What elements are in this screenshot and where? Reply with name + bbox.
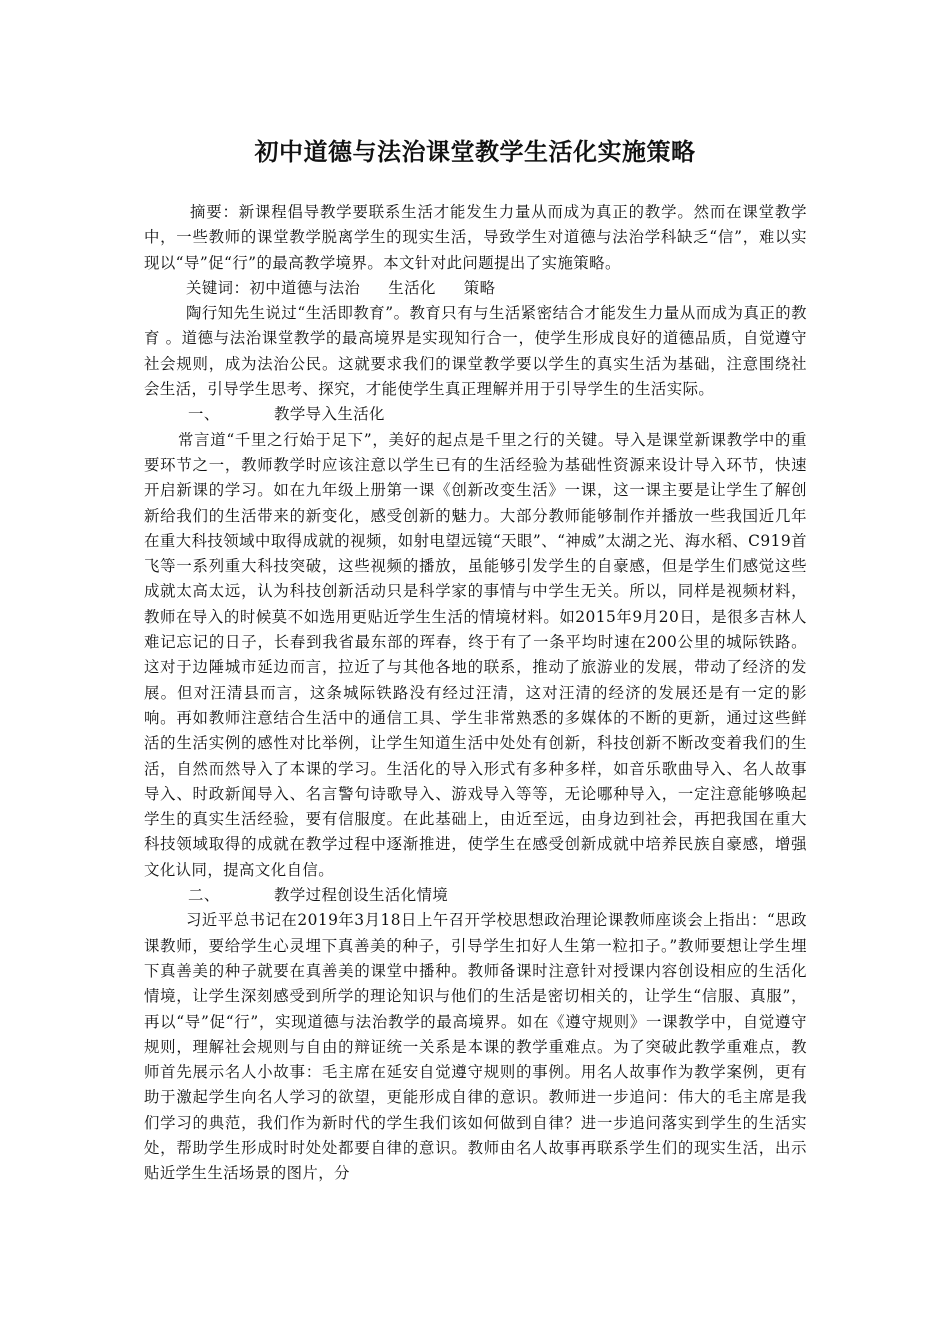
keyword-item: 生活化: [388, 278, 436, 297]
keyword-item: 初中道德与法治: [249, 278, 361, 297]
keywords-label: 关键词：: [186, 278, 250, 297]
document-title: 初中道德与法治课堂教学生活化实施策略: [254, 137, 696, 166]
section-heading: [144, 883, 807, 908]
section-paragraph: 常言道“千里之行始于足下”，美好的起点是千里之行的关键。导入是课堂新课教学中的重要环节之一，教师教学时应该注意以学生已有的生活经验为基础性资源来设计导入环节，快速开启新课的学习。如在九年级上册第一课《创新改变生活》一课，这一课主要是让学生了解创新给我们的生活带来的新变化，感受创新的魅力。大部分教师能够制作并播放一些我国近几年在重大科技领域中取得成就的视频，如射电望远镜“天眼”、“神威”太湖之光、海水稻、C919首飞等一系列重大科技突破，这些视频的播放，虽能够引发学生的自豪感，但是学生们感觉这些成就太高太远，认为科技创新活动只是科学家的事情与中学生无关。所以，同样是视频材料，教师在导入的时候莫不如选用更贴近学生生活的情境材料。如2015年9月20日，是很多吉林人难记忘记的日子，长春到我省最东部的珲春，终于有了一条平均时速在200公里的城际铁路。这对于边陲城市延边而言，拉近了与其他各地的联系，推动了旅游业的发展，带动了经济的发展。但对汪清县而言，这条城际铁路没有经过汪清，这对汪清的经济的发展还是有一定的影响。再如教师注意结合生活中的通信工具、学生非常熟悉的多媒体的不断的更新，通过这些鲜活的生活实例的感性对比举例，让学生知道生活中处处有创新，科技创新不断改变着我们的生活，自然而然导入了本课的学习。生活化的导入形式有多种多样，如音乐歌曲导入、名人故事导入、时政新闻导入、名言警句诗歌导入、游戏导入等等，无论哪种导入，一定注意能够唤起学生的真实生活经验，要有信服度。在此基础上，由近至远，由身边到社会，再把我国在重大科技领域取得的成就在教学过程中逐渐推进，使学生在感受创新成就中培养民族自豪感，增强文化认同，提高文化自信。: [144, 430, 807, 879]
keyword-item: 策略: [463, 278, 496, 297]
intro-paragraph: 陶行知先生说过“生活即教育”。教育只有与生活紧密结合才能发生力量从而成为真正的教育 。道德与法治课堂教学的最高境界是实现知行合一，使学生形成良好的道德品质，自觉遵守社会规则，成为法治公民。这就要求我们的课堂教学要以学生的真实生活为基础，注意围绕社会生活，引导学生思考、探究，才能使学生真正理解并用于引导学生的生活实际。: [144, 304, 807, 399]
abstract-paragraph: 摘要：新课程倡导教学要联系生活才能发生力量从而成为真正的教学。然而在课堂教学中，一些教师的课堂教学脱离学生的现实生活，导致学生对道德与法治学科缺乏“信”，难以实现以“导”促“行”的最高教学境界。本文针对此问题提出了实施策略。: [144, 203, 807, 272]
section-number: 二、: [188, 886, 220, 905]
document-body: [144, 200, 807, 1187]
section-number: 一、: [188, 405, 220, 424]
section-heading-text: 教学导入生活化: [274, 405, 385, 424]
keywords-line: [144, 276, 807, 301]
section-heading-text: 教学过程创设生活化情境: [274, 886, 449, 905]
section-heading: [144, 402, 807, 427]
section-paragraph: 习近平总书记在2019年3月18日上午召开学校思想政治理论课教师座谈会上指出：“思政课教师，要给学生心灵埋下真善美的种子，引导学生扣好人生第一粒扣子。”教师要想让学生埋下真善美的种子就要在真善美的课堂中播种。教师备课时注意针对授课内容创设相应的生活化情境，让学生深刻感受到所学的理论知识与他们的生活是密切相关的，让学生“信服、真服”，再以“导”促“行”，实现道德与法治教学的最高境界。如在《遵守规则》一课教学中，自觉遵守规则，理解社会规则与自由的辩证统一关系是本课的教学重难点。为了突破此教学重难点，教师首先展示名人小故事：毛主席在延安自觉遵守规则的事例。用名人故事作为教学案例，更有助于激起学生向名人学习的欲望，更能形成自律的意识。教师进一步追问：伟大的毛主席是我们学习的典范，我们作为新时代的学生我们该如何做到自律？进一步追问落实到学生的生活实处，帮助学生形成时时处处都要自律的意识。教师由名人故事再联系学生们的现实生活，出示贴近学生生活场景的图片，分: [144, 911, 807, 1183]
